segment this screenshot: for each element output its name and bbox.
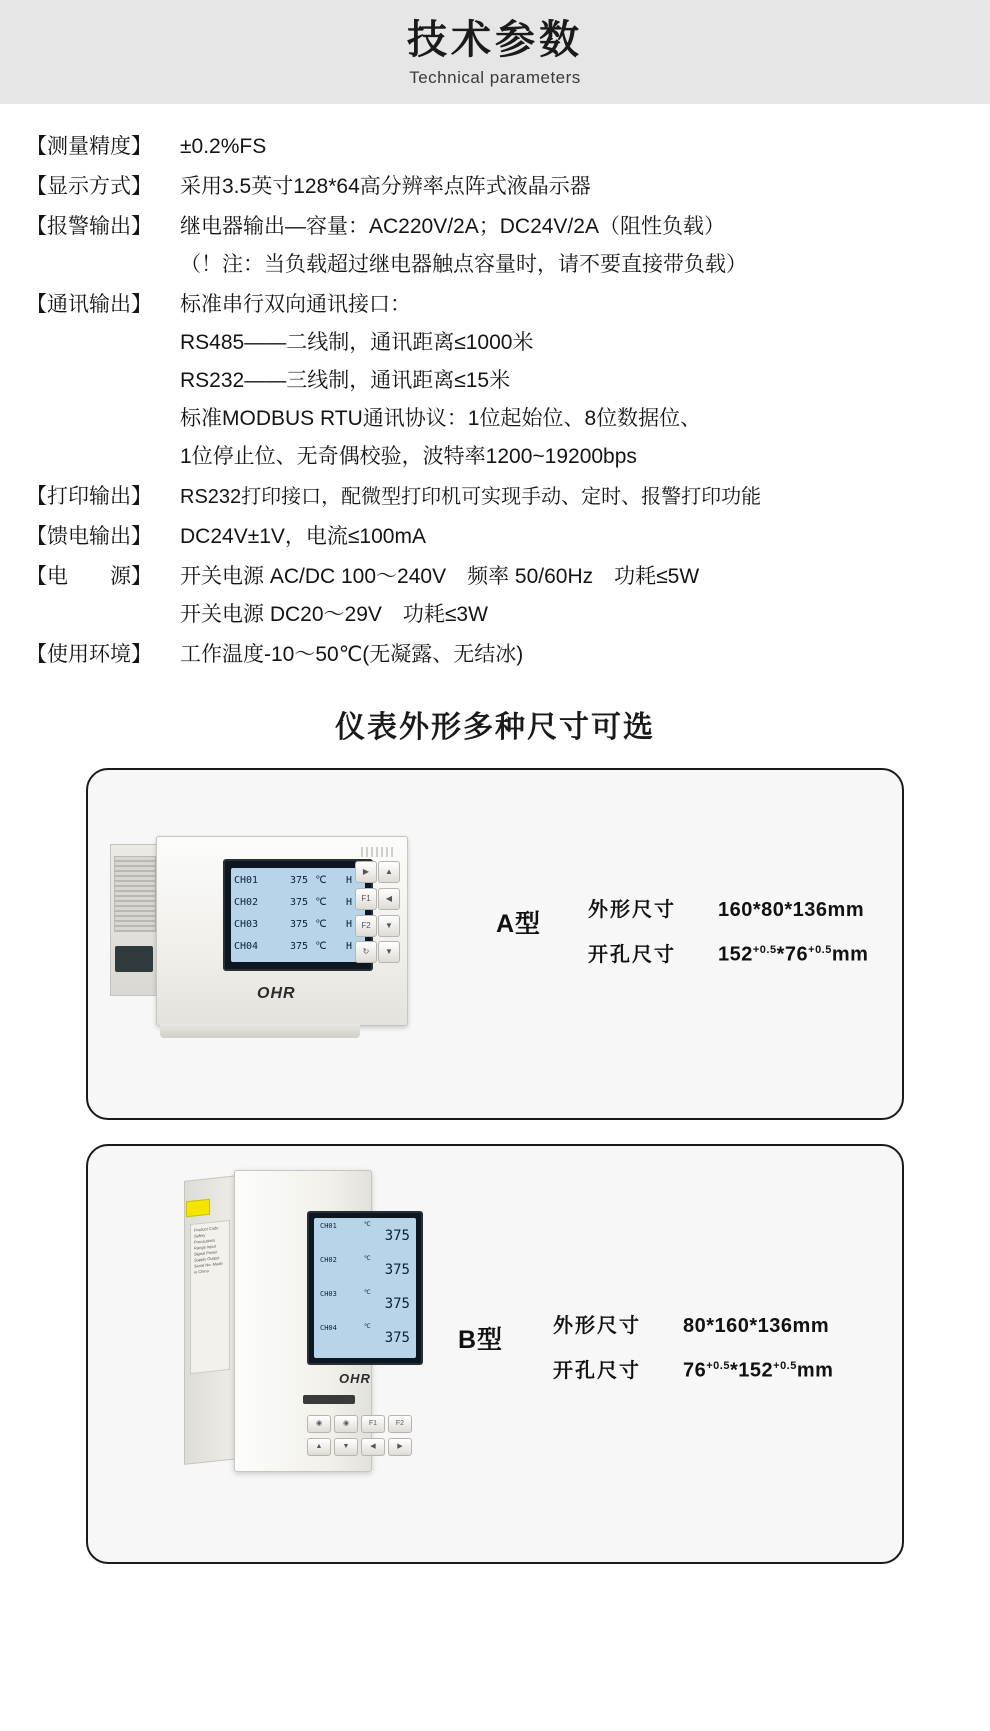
lcd-value: 375 <box>384 1330 410 1346</box>
spec-line: （！注：当负载超过继电器触点容量时，请不要直接带负载） <box>180 253 747 276</box>
spec-body <box>180 208 990 284</box>
device-screen <box>223 859 373 971</box>
device-key: F2 <box>388 1415 412 1433</box>
spec-body <box>180 286 990 476</box>
lcd-value: 375 <box>384 1296 410 1312</box>
lcd-unit: ℃ <box>315 897 327 908</box>
lcd-row <box>318 1288 412 1322</box>
spec-row-operating-environment <box>26 636 990 674</box>
device-speaker-grill <box>361 847 395 857</box>
cutout-separator: * <box>776 943 785 966</box>
spec-line: RS485——二线制，通讯距离≤1000米 <box>180 331 534 354</box>
lcd-row <box>318 1254 412 1288</box>
lcd-channel: CH03 <box>320 1290 337 1298</box>
device-base <box>160 1024 360 1038</box>
spec-line: 标准串行双向通讯接口： <box>180 293 411 316</box>
cutout-b-tolerance: +0.5 <box>808 944 832 956</box>
cutout-a: 152 <box>718 943 753 966</box>
cutout-b-tolerance: +0.5 <box>773 1360 797 1372</box>
spec-row-accuracy <box>26 128 990 166</box>
device-key: ↻ <box>355 941 377 963</box>
spec-line: 开关电源 DC20～29V 功耗≤3W <box>180 603 488 626</box>
device-photo-b <box>174 1164 410 1482</box>
device-key: F1 <box>355 888 377 910</box>
device-key: ▶ <box>388 1438 412 1456</box>
spec-label: 【打印输出】 <box>26 485 152 508</box>
spec-line: 标准MODBUS RTU通讯协议：1位起始位、8位数据位、 <box>180 407 702 430</box>
dimension-cutout-row <box>588 930 868 975</box>
lcd-value: 375 <box>289 875 308 886</box>
device-brand-logo: OHR <box>257 985 296 1002</box>
device-photo-a <box>110 828 420 1053</box>
dimension-outline-label: 外形尺寸 <box>588 899 676 921</box>
lcd-row <box>318 1322 412 1356</box>
spec-body <box>180 128 990 166</box>
device-key: ▼ <box>334 1438 358 1456</box>
cutout-a-tolerance: +0.5 <box>752 944 777 956</box>
dimension-outline-label: 外形尺寸 <box>553 1315 641 1337</box>
device-key: ▼ <box>378 915 400 937</box>
dimension-outline-row <box>588 890 868 930</box>
cutout-a: 76 <box>683 1359 707 1382</box>
spec-body <box>180 168 990 206</box>
cutout-unit: mm <box>831 943 869 966</box>
device-front-body <box>234 1170 410 1472</box>
lcd-unit: ℃ <box>364 1221 371 1228</box>
dimension-cutout-label: 开孔尺寸 <box>588 943 676 966</box>
dimensions-a <box>588 890 868 975</box>
cutout-separator: * <box>729 1359 739 1382</box>
dimension-outline-value: 160*80*136mm <box>718 899 865 921</box>
device-vent <box>114 856 156 932</box>
cutout-b: 76 <box>784 943 809 966</box>
dimension-cutout-value <box>718 930 868 975</box>
device-key: ◀ <box>361 1438 385 1456</box>
device-key: ◉ <box>334 1415 358 1433</box>
lcd-value: 375 <box>384 1228 410 1244</box>
lcd-row <box>234 936 362 958</box>
device-lcd <box>314 1218 416 1358</box>
spec-label: 【通讯输出】 <box>26 293 152 316</box>
spec-line: 开关电源 AC/DC 100～240V 频率 50/60Hz 功耗≤5W <box>180 565 700 588</box>
spec-row-alarm-output <box>26 208 990 284</box>
model-card-a <box>86 768 904 1120</box>
dimension-cutout-row <box>553 1346 833 1391</box>
device-key: F2 <box>355 915 377 937</box>
spec-label: 【使用环境】 <box>26 643 152 666</box>
lcd-channel: CH01 <box>320 1222 337 1230</box>
lcd-row <box>234 892 362 914</box>
lcd-unit: ℃ <box>315 875 327 886</box>
spec-line: RS232打印接口，配微型打印机可实现手动、定时、报警打印功能 <box>180 486 762 508</box>
lcd-channel: CH02 <box>320 1256 337 1264</box>
dimension-cutout-label: 开孔尺寸 <box>553 1359 641 1382</box>
lcd-channel: CH04 <box>320 1324 337 1332</box>
spec-line: RS232——三线制，通讯距离≤15米 <box>180 369 511 392</box>
device-brand-logo: OHR <box>339 1371 371 1386</box>
lcd-channel: CH02 <box>234 897 259 908</box>
lcd-unit: ℃ <box>364 1323 371 1330</box>
section-title: 仪表外形多种尺寸可选 <box>335 711 655 744</box>
cutout-a-tolerance: +0.5 <box>706 1360 730 1372</box>
spec-line: ±0.2%FS <box>180 135 267 158</box>
device-keypad <box>307 1415 419 1456</box>
device-front-body <box>156 836 408 1026</box>
dimension-outline-row <box>553 1306 833 1346</box>
spec-label: 【报警输出】 <box>26 215 152 238</box>
spec-body <box>180 478 990 516</box>
device-key: ▶ <box>355 861 377 883</box>
model-tag-a: A型 <box>496 910 542 938</box>
device-key: ◉ <box>307 1415 331 1433</box>
cutout-unit: mm <box>796 1359 834 1382</box>
lcd-unit: ℃ <box>315 941 327 952</box>
dimension-outline-value: 80*160*136mm <box>683 1315 830 1337</box>
model-card-b <box>86 1144 904 1564</box>
lcd-row <box>234 870 362 892</box>
warning-label-icon <box>186 1199 210 1218</box>
device-screen <box>307 1211 423 1365</box>
lcd-flag: H <box>345 941 352 952</box>
lcd-unit: ℃ <box>315 919 327 930</box>
spec-line: 工作温度-10～50℃(无凝露、无结冰) <box>180 643 524 666</box>
lcd-flag: H <box>345 875 352 886</box>
dimensions-b <box>553 1306 833 1391</box>
page-title: 技术参数 <box>407 18 583 62</box>
cutout-b: 152 <box>738 1359 774 1382</box>
device-keypad <box>355 861 399 965</box>
device-lcd <box>231 868 365 962</box>
lcd-row <box>234 914 362 936</box>
device-key: ▼ <box>378 941 400 963</box>
lcd-flag: H <box>345 897 352 908</box>
lcd-unit: ℃ <box>364 1255 371 1262</box>
device-key: ◀ <box>378 888 400 910</box>
lcd-value: 375 <box>289 919 308 930</box>
lcd-channel: CH04 <box>234 941 259 952</box>
page-header <box>0 0 990 104</box>
lcd-row <box>318 1220 412 1254</box>
spec-line: 采用3.5英寸128*64高分辨率点阵式液晶示器 <box>180 175 591 198</box>
spec-list <box>0 104 990 674</box>
device-key: ▲ <box>378 861 400 883</box>
dimension-cutout-value <box>683 1346 833 1391</box>
lcd-flag: H <box>345 919 352 930</box>
spec-label: 【电 源】 <box>26 565 152 588</box>
device-key: F1 <box>361 1415 385 1433</box>
lcd-unit: ℃ <box>364 1289 371 1296</box>
spec-body <box>180 518 990 556</box>
spec-row-print-output <box>26 478 990 516</box>
spec-label: 【显示方式】 <box>26 175 152 198</box>
spec-row-display <box>26 168 990 206</box>
model-tag-b: B型 <box>458 1326 504 1354</box>
spec-label: 【馈电输出】 <box>26 525 152 548</box>
spec-body <box>180 636 990 674</box>
device-terminal-block <box>115 946 153 972</box>
device-key: ▲ <box>307 1438 331 1456</box>
lcd-channel: CH03 <box>234 919 259 930</box>
spec-body <box>180 558 990 634</box>
lcd-value: 375 <box>289 941 308 952</box>
page-subtitle: Technical parameters <box>409 68 581 87</box>
spec-line: DC24V±1V，电流≤100mA <box>180 525 426 548</box>
spec-line: 继电器输出—容量：AC220V/2A；DC24V/2A（阻性负载） <box>180 215 725 238</box>
device-slot <box>303 1395 355 1404</box>
spec-row-communication-output <box>26 286 990 476</box>
spec-line: 1位停止位、无奇偶校验，波特率1200~19200bps <box>180 445 637 468</box>
spec-row-feed-output <box>26 518 990 556</box>
lcd-channel: CH01 <box>234 875 259 886</box>
spec-row-power-supply <box>26 558 990 634</box>
spec-label: 【测量精度】 <box>26 135 152 158</box>
lcd-value: 375 <box>384 1262 410 1278</box>
device-spec-label: Product Code Safety Precautions Range Input Signal Power Supply Output Serial No. Made in China <box>190 1220 230 1374</box>
lcd-value: 375 <box>289 897 308 908</box>
